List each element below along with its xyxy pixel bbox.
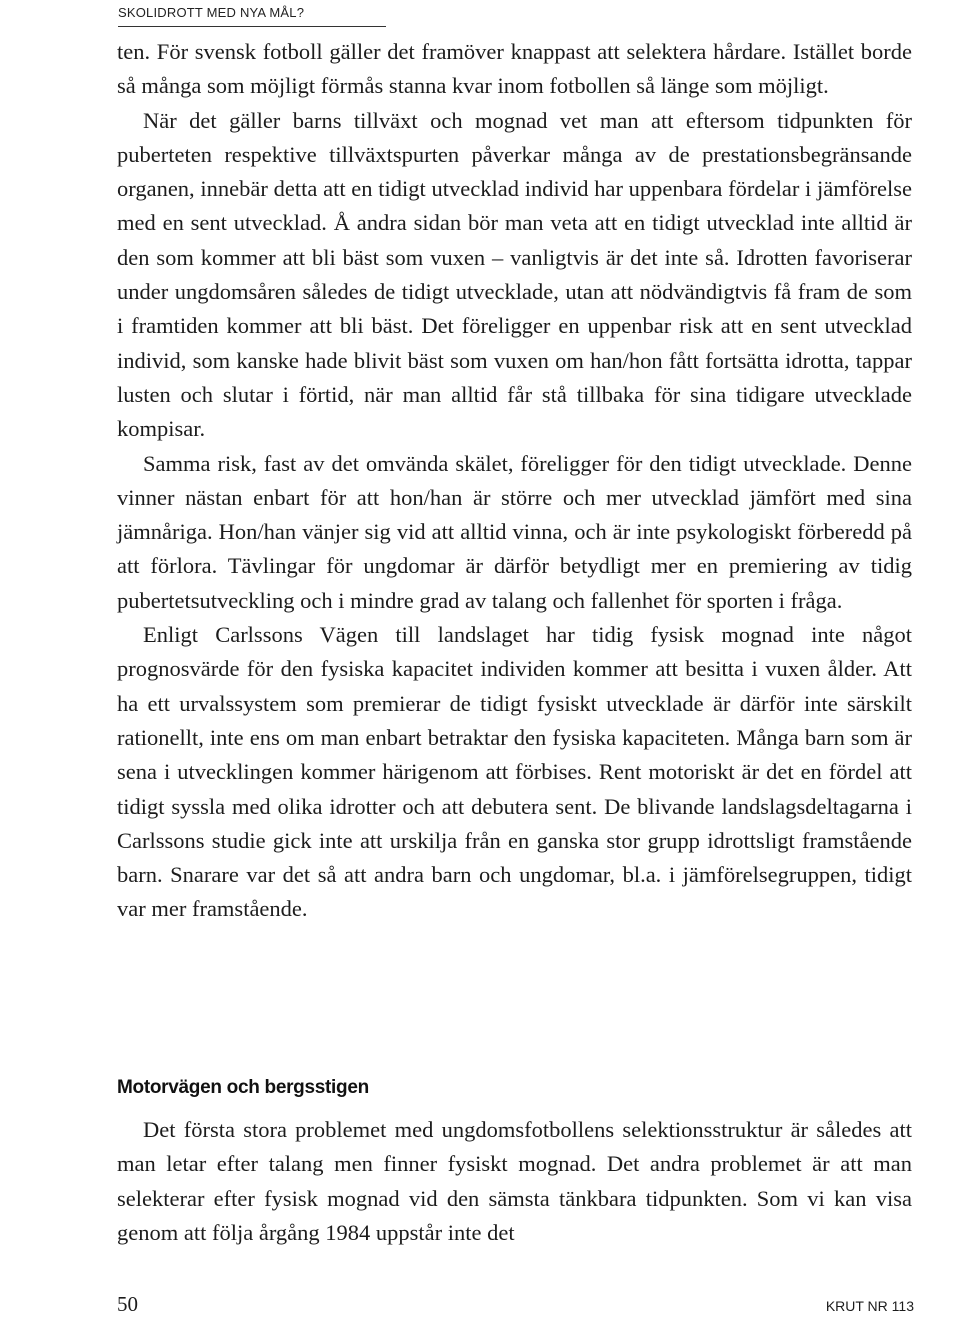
running-head [118,0,305,26]
section-text [117,1113,912,1250]
running-title: SKOLIDROTT MED NYA MÅL? [118,5,305,20]
paragraph-carlsson: Enligt Carlssons Vägen till landslaget har tidig fysisk mognad inte något prognosvärde för den fysiska kapacitet individen kommer att besitta i vuxen ålder. Att ha ett urvalssystem som premierar de tidigt fysiskt utvecklade är därför inte särskilt rationellt, inte ens om man enbart betraktar den fysiska kapaciteten. Många barn som är sena i utvecklingen kommer härigenom att förbises. Rent motoriskt är det en fördel att tidigt syssla med olika idrotter och att debutera sent. De blivande landslagsdeltagarna i Carlssons studie gick inte att urskilja från en ganska stor grupp idrottsligt framstående barn. Snarare var det så att andra barn och ungdomar, bl.a. i jämförelsegruppen, tidigt var mer framstående. [117,622,912,922]
section-heading: Motorvägen och bergsstigen [117,1077,369,1098]
paragraph-growth: När det gäller barns tillväxt och mognad vet man att eftersom tidpunkten för puberteten respektive tillväxtspurten påverkar många av de prestationsbegränsande organen, innebär detta att en tidigt utvecklad individ har uppenbara fördelar i jämförelse med en sent utvecklad. Å andra sidan bör man veta att en tidigt utvecklad inte alltid är den som kommer att bli bäst som vuxen – vanligtvis är det inte så. Idrotten favoriserar under ungdomsåren således de tidigt utvecklade, utan att nödvändigtvis få fram de som i framtiden kommer att bli bäst. Det föreligger en uppenbar risk att en sent utvecklad individ, som kanske hade blivit bäst som vuxen om han/hon fått fortsätta idrotta, tappar lusten och slutar i förtid, när man alltid får stå tillbaka för sina tidigare utvecklade kompisar. [117,107,912,442]
section-paragraph: Det första stora problemet med ungdomsfotbollens selektionsstruktur är således att man letar efter talang men finner fysiskt mognad. Det andra problemet är att man selekterar efter fysisk mognad vid den sämsta tänkbara tidpunkten. Som vi kan visa genom att följa årgång 1984 uppstår inte det [117,1117,912,1245]
paragraph-early-developed: Samma risk, fast av det omvända skälet, föreligger för den tidigt utvecklade. Denne vinner nästan enbart för att hon/han är större och mer utvecklad jämfört med sina jämnåriga. Hon/han vänjer sig vid att alltid vinna, och är inte psykologiskt förberedd på att förlora. Tävlingar för ungdomar är därför betydligt mer en premiering av tidig pubertetsutveckling och i mindre grad av talang och fallenhet för sporten i fråga. [117,450,912,613]
publication-label: KRUT NR 113 [825,1298,914,1314]
body-text [117,35,912,927]
header-rule [118,26,386,27]
paragraph-continuation: ten. För svensk fotboll gäller det framöver knappast att selektera hårdare. Istället borde så många som möjligt förmås stanna kvar inom fotbollen så länge som möjligt. [117,39,912,99]
page-number: 50 [117,1292,138,1316]
